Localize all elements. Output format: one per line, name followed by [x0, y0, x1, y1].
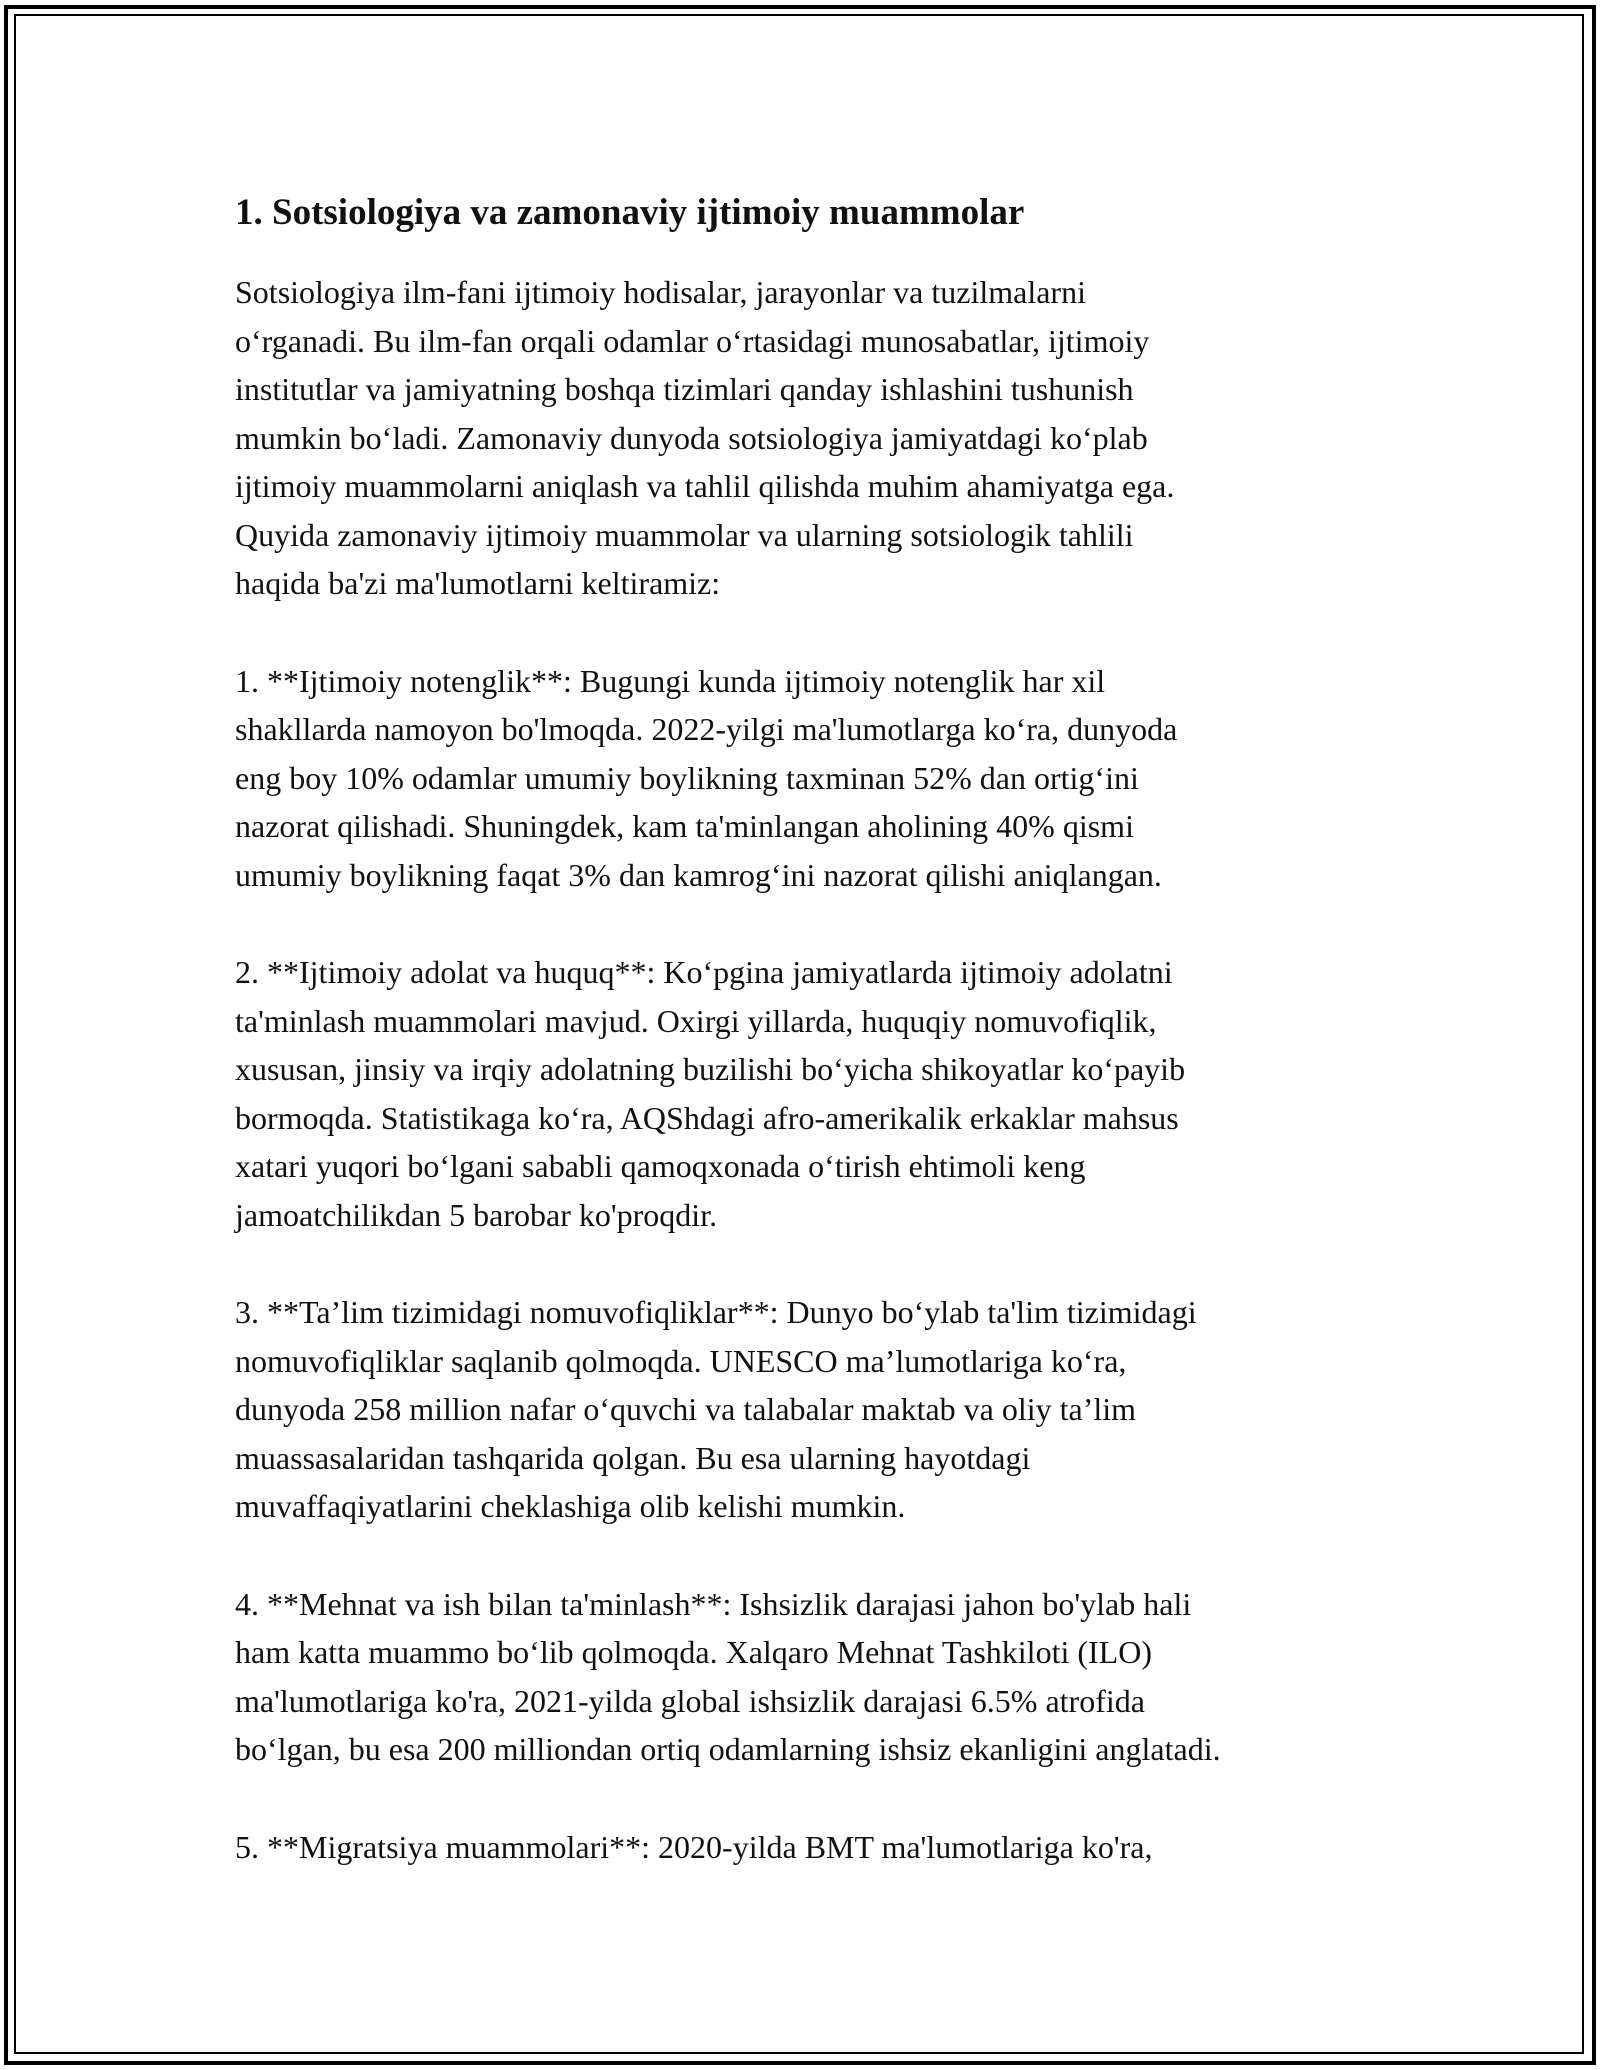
paragraph-line: xatari yuqori bo‘lgani sababli qamoqxonada o‘tirish ehtimoli keng: [235, 1148, 1086, 1184]
list-item-education: [235, 1288, 1395, 1531]
paragraph-line: 2. **Ijtimoiy adolat va huquq**: Ko‘pgina jamiyatlarda ijtimoiy adolatni: [235, 954, 1173, 990]
paragraph-line: nazorat qilishadi. Shuningdek, kam ta'minlangan aholining 40% qismi: [235, 808, 1134, 844]
list-item-social-inequality: [235, 657, 1395, 900]
document-title: 1. Sotsiologiya va zamonaviy ijtimoiy muammolar: [235, 192, 1025, 233]
paragraph-line: Quyida zamonaviy ijtimoiy muammolar va ularning sotsiologik tahlili: [235, 516, 1134, 553]
paragraph-line: nomuvofiqliklar saqlanib qolmoqda. UNESCO ma’lumotlariga ko‘ra,: [235, 1342, 1127, 1379]
paragraph-line: bo‘lgan, bu esa 200 milliondan ortiq odamlarning ishsiz ekanligini anglatadi.: [235, 1731, 1221, 1767]
paragraph-line: o‘rganadi. Bu ilm-fan orqali odamlar o‘rtasidagi munosabatlar, ijtimoiy: [235, 322, 1150, 359]
paragraph-line: eng boy 10% odamlar umumiy boylikning taxminan 52% dan ortig‘ini: [235, 759, 1139, 796]
paragraph-line: haqida ba'zi ma'lumotlarni keltiramiz:: [235, 565, 721, 601]
paragraph-line: bormoqda. Statistikaga ko‘ra, AQShdagi afro-amerikalik erkaklar mahsus: [235, 1099, 1179, 1136]
paragraph-line: umumiy boylikning faqat 3% dan kamrog‘ini nazorat qilishi aniqlangan.: [235, 856, 1162, 893]
paragraph-line: jamoatchilikdan 5 barobar ko'proqdir.: [235, 1196, 718, 1233]
paragraph-line: dunyoda 258 million nafar o‘quvchi va talabalar maktab va oliy ta’lim: [235, 1391, 1137, 1427]
paragraph-line: 4. **Mehnat va ish bilan ta'minlash**: Ishsizlik darajasi jahon bo'ylab hali: [235, 1585, 1192, 1622]
list-item-migration: [235, 1823, 1395, 1872]
intro-paragraph: [235, 268, 1395, 608]
paragraph-line: ijtimoiy muammolarni aniqlash va tahlil qilishda muhim ahamiyatga ega.: [235, 468, 1175, 504]
paragraph-line: xususan, jinsiy va irqiy adolatning buzilishi bo‘yicha shikoyatlar ko‘payib: [235, 1051, 1186, 1087]
paragraph-line: ta'minlash muammolari mavjud. Oxirgi yillarda, huquqiy nomuvofiqlik,: [235, 1002, 1157, 1039]
paragraph-line: 3. **Ta’lim tizimidagi nomuvofiqliklar**: Dunyo bo‘ylab ta'lim tizimidagi: [235, 1294, 1197, 1330]
paragraph-line: 5. **Migratsiya muammolari**: 2020-yilda BMT ma'lumotlariga ko'ra,: [235, 1828, 1153, 1865]
paragraph-line: ma'lumotlariga ko'ra, 2021-yilda global ishsizlik darajasi 6.5% atrofida: [235, 1682, 1145, 1719]
document-page: [235, 188, 1395, 1920]
paragraph-line: muvaffaqiyatlarini cheklashiga olib kelishi mumkin.: [235, 1488, 906, 1524]
list-item-employment: [235, 1580, 1395, 1774]
paragraph-line: ham katta muammo bo‘lib qolmoqda. Xalqaro Mehnat Tashkiloti (ILO): [235, 1634, 1152, 1670]
list-item-social-justice: [235, 948, 1395, 1239]
paragraph-line: institutlar va jamiyatning boshqa tizimlari qanday ishlashini tushunish: [235, 371, 1134, 407]
paragraph-line: shakllarda namoyon bo'lmoqda. 2022-yilgi ma'lumotlarga ko‘ra, dunyoda: [235, 711, 1178, 747]
paragraph-line: muassasalaridan tashqarida qolgan. Bu esa ularning hayotdagi: [235, 1439, 1031, 1476]
paragraph-line: Sotsiologiya ilm-fani ijtimoiy hodisalar, jarayonlar va tuzilmalarni: [235, 274, 1086, 310]
paragraph-line: 1. **Ijtimoiy notenglik**: Bugungi kunda ijtimoiy notenglik har xil: [235, 662, 1106, 699]
paragraph-line: mumkin bo‘ladi. Zamonaviy dunyoda sotsiologiya jamiyatdagi ko‘plab: [235, 419, 1148, 456]
